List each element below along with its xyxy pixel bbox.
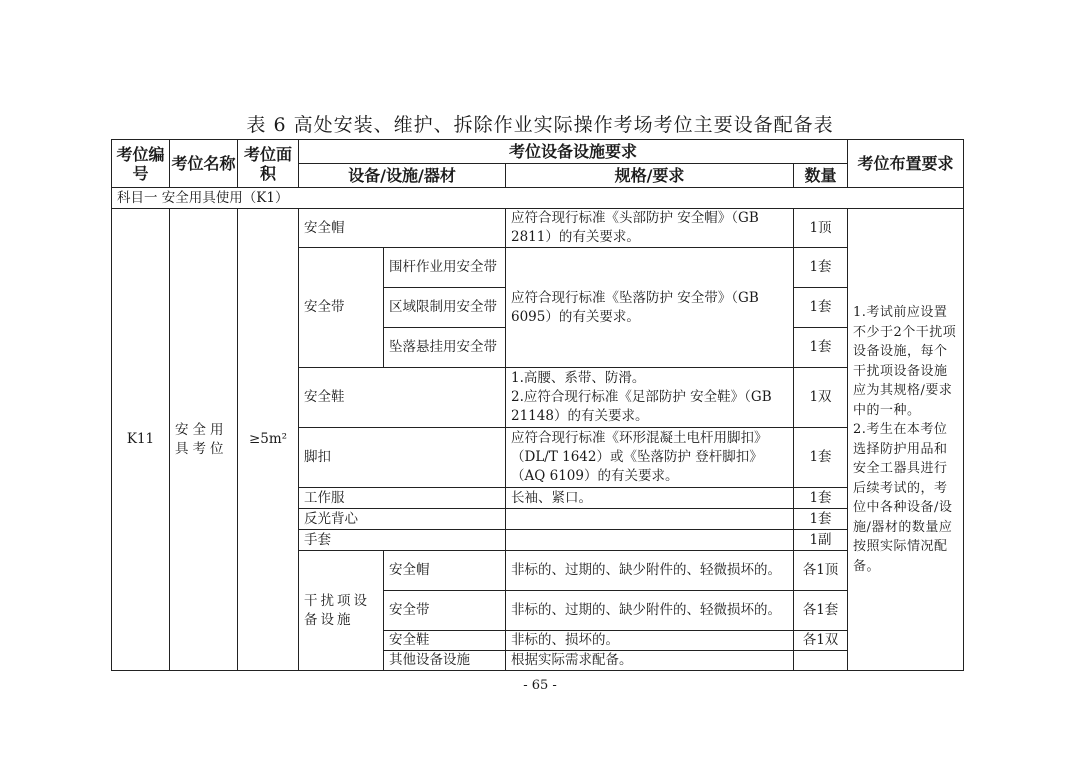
climber-name: 脚扣 [299, 428, 506, 488]
workwear-spec: 长袖、紧口。 [506, 488, 794, 509]
header-equipment: 设备/设施/器材 [299, 164, 506, 188]
shoes-spec [506, 368, 794, 428]
belt-sub-name: 围杆作业用安全带 [384, 248, 506, 288]
header-requirements-group: 考位设备设施要求 [299, 140, 848, 164]
table-title: 表 6 高处安装、维护、拆除作业实际操作考场考位主要设备配备表 [246, 114, 834, 136]
climber-spec: 应符合现行标准《环形混凝土电杆用脚扣》（DL/T 1642）或《坠落防护 登杆脚扣》（AQ 6109）的有关要求。 [506, 428, 794, 488]
climber-qty: 1套 [794, 428, 848, 488]
helmet-name: 安全帽 [299, 209, 506, 248]
header-position-name: 考位名称 [170, 140, 238, 188]
interference-sub-spec: 非标的、过期的、缺少附件的、轻微损坏的。 [506, 551, 794, 591]
position-code-cell: K11 [112, 209, 170, 671]
shoes-spec-line: 1.高腰、系带、防滑。 [511, 370, 646, 386]
position-area-cell: ≥5m² [238, 209, 299, 671]
belt-sub-qty: 1套 [794, 288, 848, 328]
shoes-qty: 1双 [794, 368, 848, 428]
equipment-table [111, 139, 964, 671]
helmet-spec: 应符合现行标准《头部防护 安全帽》（GB 2811）的有关要求。 [506, 209, 794, 248]
layout-note: 1.考试前应设置不少于2个干扰项设备设施，每个干扰项设备设施应为其规格/要求中的一种。 [853, 305, 957, 418]
interference-sub-name: 其他设备设施 [384, 651, 506, 671]
belt-spec: 应符合现行标准《坠落防护 安全带》（GB 6095）的有关要求。 [506, 248, 794, 368]
belt-sub-name: 区域限制用安全带 [384, 288, 506, 328]
interference-sub-name: 安全带 [384, 591, 506, 631]
interference-sub-qty: 各1双 [794, 631, 848, 651]
vest-spec [506, 509, 794, 530]
interference-sub-qty: 各1顶 [794, 551, 848, 591]
shoes-name: 安全鞋 [299, 368, 506, 428]
interference-sub-qty: 各1套 [794, 591, 848, 631]
section-row: 科目一 安全用具使用（K1） [112, 188, 964, 209]
header-position-area: 考位面积 [238, 140, 299, 188]
layout-note: 2.考生在本考位选择防护用品和安全工器具进行后续考试的，考位中各种设备/设施/器材的数量应按照实际情况配备。 [853, 422, 953, 574]
belt-name: 安全带 [299, 248, 384, 368]
gloves-name: 手套 [299, 530, 506, 551]
interference-sub-spec: 非标的、过期的、缺少附件的、轻微损坏的。 [506, 591, 794, 631]
interference-sub-spec: 非标的、损坏的。 [506, 631, 794, 651]
interference-sub-spec: 根据实际需求配备。 [506, 651, 794, 671]
interference-sub-qty [794, 651, 848, 671]
page-number: - 65 - [523, 678, 557, 693]
belt-sub-name: 坠落悬挂用安全带 [384, 328, 506, 368]
helmet-qty: 1顶 [794, 209, 848, 248]
belt-sub-qty: 1套 [794, 248, 848, 288]
gloves-spec [506, 530, 794, 551]
interference-name: 干扰项设备设施 [299, 551, 384, 671]
interference-sub-name: 安全帽 [384, 551, 506, 591]
belt-sub-qty: 1套 [794, 328, 848, 368]
gloves-qty: 1副 [794, 530, 848, 551]
header-spec: 规格/要求 [506, 164, 794, 188]
layout-notes-cell [848, 209, 964, 671]
header-position-code: 考位编号 [112, 140, 170, 188]
vest-qty: 1套 [794, 509, 848, 530]
position-name-cell: 安全用具考位 [170, 209, 238, 671]
vest-name: 反光背心 [299, 509, 506, 530]
workwear-qty: 1套 [794, 488, 848, 509]
interference-sub-name: 安全鞋 [384, 631, 506, 651]
shoes-spec-line: 2.应符合现行标准《足部防护 安全鞋》（GB 21148）的有关要求。 [511, 389, 772, 424]
workwear-name: 工作服 [299, 488, 506, 509]
header-quantity: 数量 [794, 164, 848, 188]
header-layout: 考位布置要求 [848, 140, 964, 188]
